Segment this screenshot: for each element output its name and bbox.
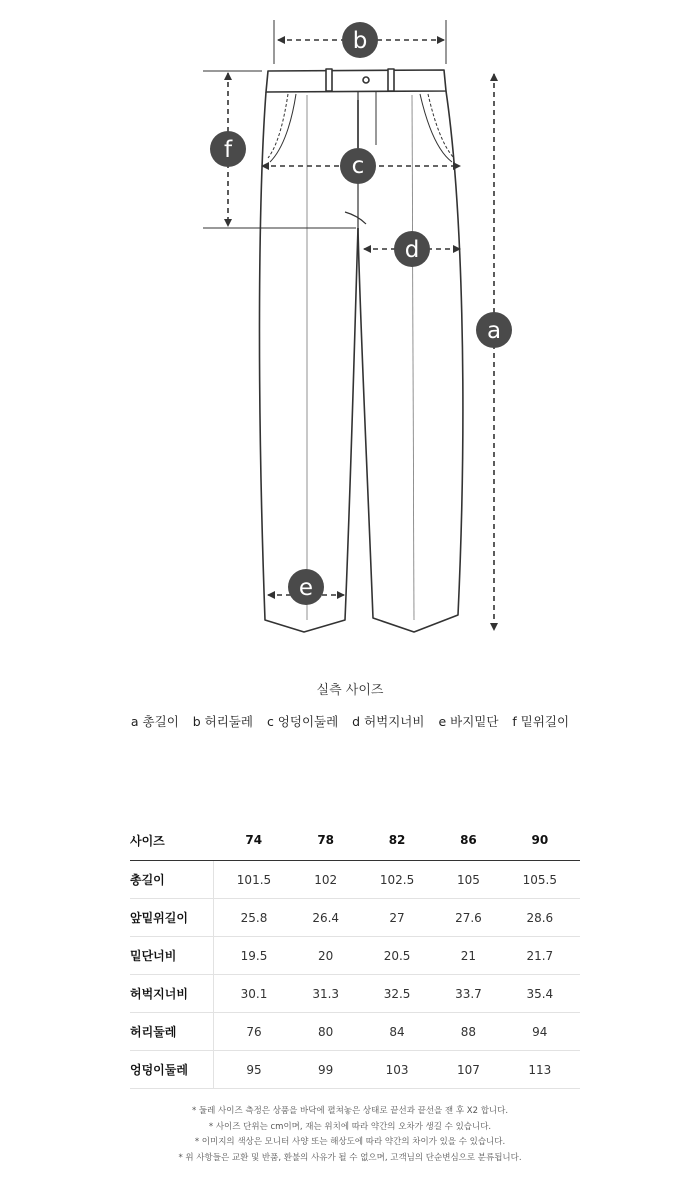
measurement-label-f [210,131,246,167]
note-line: * 둘레 사이즈 측정은 상품을 바닥에 펼쳐놓은 상태로 끝선과 끝선을 잰 후 X2 합니다. [191,1106,509,1116]
header-cell: 사이즈 [130,820,213,861]
table-cell: 20 [294,937,356,975]
legend-item-e: e 바지밑단 [438,714,499,729]
legend-item-b: b 허리둘레 [192,714,253,729]
svg-text:a: a [486,318,502,344]
table-cell: 30.1 [213,975,294,1013]
table-cell: 107 [437,1051,499,1089]
measurement-label-d [394,231,430,267]
header-cell: 82 [357,820,437,861]
row-label: 허벅지너비 [130,975,213,1013]
table-row [130,1013,580,1051]
table-cell: 94 [500,1013,580,1051]
note-line: * 위 사항들은 교환 및 반품, 환불의 사유가 될 수 없으며, 고객님의 단순변심으로 분류됩니다. [178,1152,522,1163]
measurement-label-b [342,22,378,58]
table-cell: 21.7 [500,937,580,975]
table-cell: 32.5 [357,975,437,1013]
size-table [130,820,580,1089]
table-cell: 76 [213,1013,294,1051]
measurement-label-a [476,312,512,348]
row-label: 허리둘레 [130,1013,213,1051]
header-cell: 74 [213,820,294,861]
svg-text:c: c [351,153,365,179]
table-row [130,899,580,937]
note-line: * 사이즈 단위는 cm이며, 재는 위치에 따라 약간의 오차가 생길 수 있습니다. [208,1121,492,1132]
table-cell: 19.5 [213,937,294,975]
legend-item-a: a 총길이 [130,714,179,729]
svg-text:f: f [223,137,233,163]
legend-item-f: f 밑위길이 [512,714,570,729]
table-cell: 113 [500,1051,580,1089]
table-cell: 33.7 [437,975,499,1013]
table-cell: 31.3 [294,975,356,1013]
table-cell: 25.8 [213,899,294,937]
measurement-label-e [288,569,324,605]
table-cell: 80 [294,1013,356,1051]
table-cell: 84 [357,1013,437,1051]
size-notes [0,1104,700,1166]
row-label: 앞밑위길이 [130,899,213,937]
legend-item-d: d 허벅지너비 [352,714,425,729]
row-label: 엉덩이둘레 [130,1051,213,1089]
table-cell: 102.5 [357,861,437,899]
table-cell: 28.6 [500,899,580,937]
table-cell: 101.5 [213,861,294,899]
table-cell: 21 [437,937,499,975]
table-cell: 102 [294,861,356,899]
table-row [130,975,580,1013]
note-line: * 이미지의 색상은 모니터 사양 또는 해상도에 따라 약간의 차이가 있을 수 있습니다. [194,1137,506,1147]
row-label: 총길이 [130,861,213,899]
row-label: 밑단너비 [130,937,213,975]
measurement-label-c [340,148,376,184]
table-cell: 27 [357,899,437,937]
table-cell: 103 [357,1051,437,1089]
table-cell: 95 [213,1051,294,1089]
table-cell: 20.5 [357,937,437,975]
svg-text:b: b [352,28,368,54]
header-cell: 78 [294,820,356,861]
table-cell: 35.4 [500,975,580,1013]
table-row [130,937,580,975]
legend-item-c: c 엉덩이둘레 [266,714,339,729]
table-row [130,861,580,899]
table-row [130,1051,580,1089]
header-cell: 90 [500,820,580,861]
header-cell: 86 [437,820,499,861]
table-cell: 105 [437,861,499,899]
table-cell: 105.5 [500,861,580,899]
svg-text:e: e [298,575,314,601]
table-cell: 27.6 [437,899,499,937]
table-header-row [130,820,580,861]
svg-text:d: d [404,237,420,263]
table-cell: 99 [294,1051,356,1089]
table-cell: 26.4 [294,899,356,937]
table-cell: 88 [437,1013,499,1051]
section-title: 실측 사이즈 [316,683,384,698]
measurement-legend [0,712,700,730]
